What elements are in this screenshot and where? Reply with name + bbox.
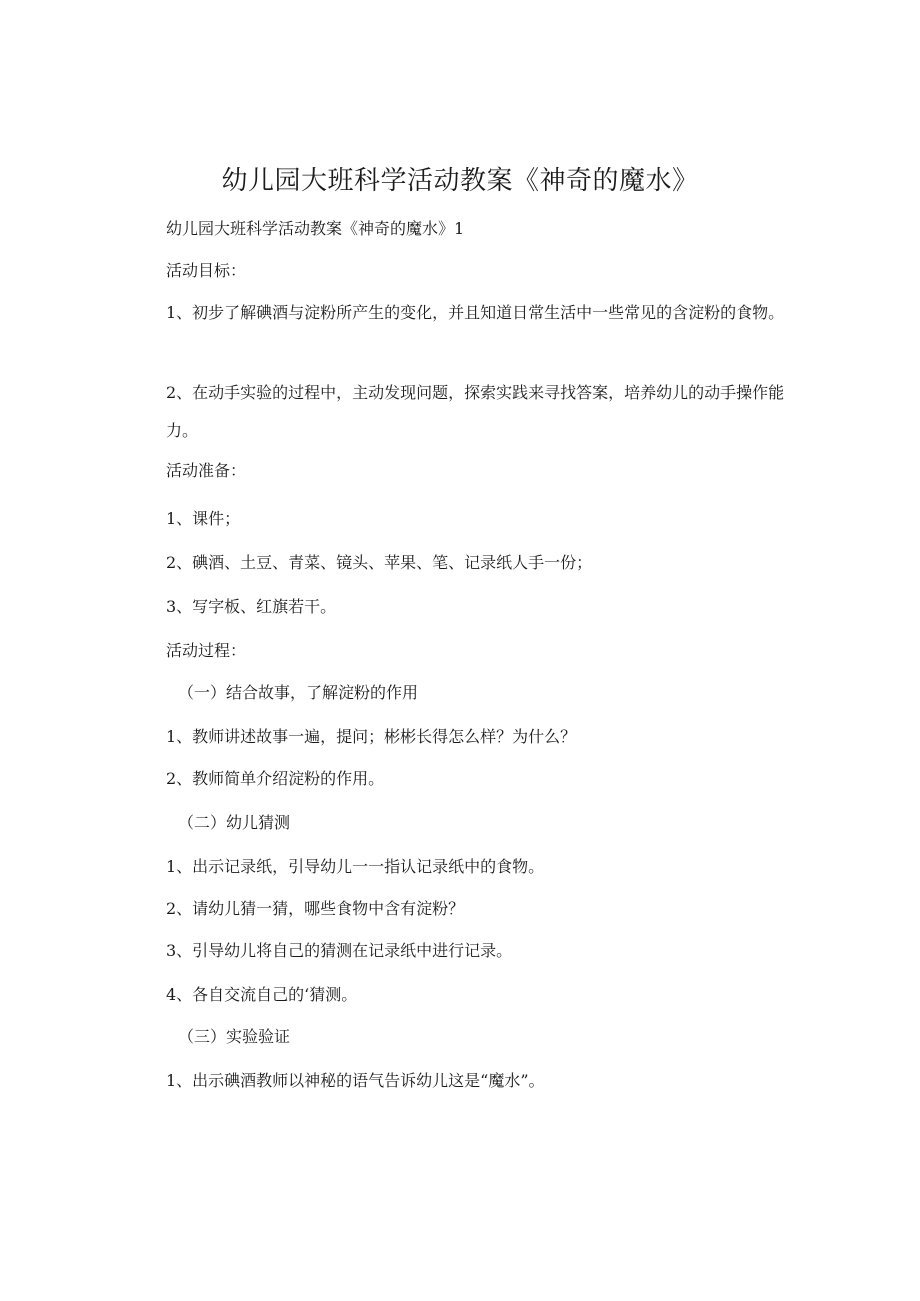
- section-3-heading: （三）实验验证: [178, 1027, 291, 1046]
- section-1-heading: （一）结合故事，了解淀粉的作用: [178, 683, 419, 702]
- section-2-item-4: 4、各自交流自己的‘猜测。: [166, 985, 358, 1004]
- section-2-heading: （二）幼儿猜测: [178, 813, 291, 832]
- prep-item-2: 2、碘酒、土豆、青菜、镜头、苹果、笔、记录纸人手一份；: [166, 553, 593, 572]
- document-title: 幼儿园大班科学活动教案《神奇的魔水》: [221, 166, 699, 196]
- goals-heading: 活动目标：: [166, 261, 247, 280]
- goal-item-2: 2、在动手实验的过程中，主动发现问题，探索实践来寻找答案，培养幼儿的动手操作能力。: [166, 383, 785, 440]
- document-subtitle: 幼儿园大班科学活动教案《神奇的魔水》1: [166, 219, 465, 238]
- prep-item-1: 1、课件；: [166, 509, 241, 528]
- section-1-item-1: 1、教师讲述故事一遍，提问；彬彬长得怎么样？为什么？: [166, 727, 577, 746]
- prep-heading: 活动准备：: [166, 461, 247, 480]
- section-1-item-2: 2、教师简单介绍淀粉的作用。: [166, 769, 385, 788]
- section-2-item-3: 3、引导幼儿将自己的猜测在记录纸中进行记录。: [166, 941, 513, 960]
- goal-item-1: 1、初步了解碘酒与淀粉所产生的变化，并且知道日常生活中一些常见的含淀粉的食物。: [166, 303, 785, 322]
- process-heading: 活动过程：: [166, 641, 247, 660]
- section-2-item-2: 2、请幼儿猜一猜，哪些食物中含有淀粉？: [166, 899, 465, 918]
- section-2-item-1: 1、出示记录纸，引导幼儿一一指认记录纸中的食物。: [166, 857, 545, 876]
- prep-item-3: 3、写字板、红旗若干。: [166, 597, 337, 616]
- section-3-item-1: 1、出示碘酒教师以神秘的语气告诉幼儿这是“魔水”。: [166, 1071, 545, 1090]
